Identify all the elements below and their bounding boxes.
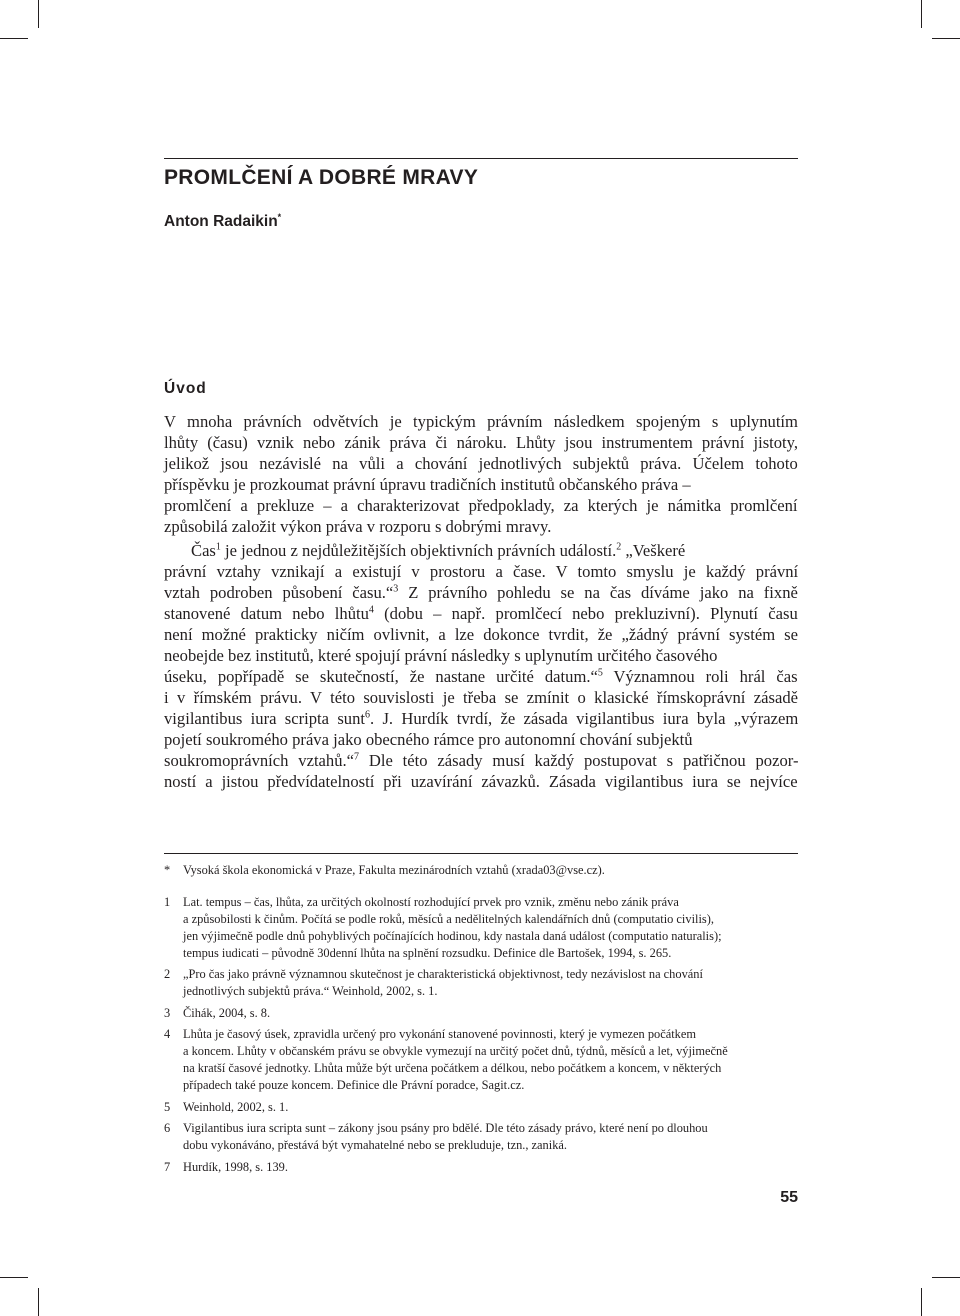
text-line: příspěvku je prozkoumat právní úpravu tradičních institutů občanského práva – bbox=[164, 475, 691, 494]
paragraph-time bbox=[164, 540, 798, 792]
author-line bbox=[164, 212, 281, 231]
footnote-ref[interactable]: 2 bbox=[616, 541, 622, 553]
footnote-ref[interactable]: 7 bbox=[354, 751, 360, 763]
paragraph-intro bbox=[164, 411, 798, 537]
crop-mark bbox=[921, 1288, 922, 1316]
text-line: vigilantibus iura scripta sunt$^6$. J. Hurdík tvrdí, že zásada vigilantibus iura byla „výrazem bbox=[164, 709, 799, 728]
article-title: PROMLČENÍ A DOBRÉ MRAVY bbox=[164, 166, 479, 189]
footnote-3 bbox=[164, 1005, 798, 1022]
footnote-line: případech také pouze koncem. Definice dle Právní poradce, Sagit.cz. bbox=[183, 1078, 525, 1092]
footnotes bbox=[164, 862, 798, 1180]
text-line: soukromoprávních vztahů.“$^7$ Dle této zásady musí každý postupovat s patřičnou pozor- bbox=[164, 751, 799, 770]
footnote-line: na kratší časové jednotky. Lhůta může být určena počátkem a délkou, nebo počátkem a koncem, v některých bbox=[183, 1061, 722, 1075]
footnote-number: 1 bbox=[164, 894, 171, 909]
footnote-line: a způsobilosti k činům. Počítá se podle roků, měsíců a nedělitelných kalendářních dnů (computatio civilis), bbox=[183, 911, 714, 926]
footnote-line: tempus iudicati – původně 30denní lhůta na splnění rozsudku. Definice dle Bartošek, 1994, s. 265. bbox=[183, 945, 672, 960]
footnote-6 bbox=[164, 1120, 798, 1154]
footnote-rule bbox=[164, 853, 798, 854]
text-line: úseku, popřípadě se skutečností, že nastane určité datum.“$^5$ Významnou roli hrál čas bbox=[164, 667, 798, 686]
footnote-line: Vigilantibus iura scripta sunt – zákony jsou psány pro bdělé. Dle této zásady právo, které není po dlouhou bbox=[183, 1121, 708, 1135]
header-rule bbox=[164, 158, 798, 159]
footnote-ref[interactable]: 3 bbox=[393, 583, 399, 595]
author-footnote-mark: * bbox=[277, 212, 282, 222]
footnote-number: 5 bbox=[164, 1099, 171, 1114]
footnote-number: 7 bbox=[164, 1159, 171, 1174]
footnote-line: Weinhold, 2002, s. 1. bbox=[183, 1099, 289, 1114]
text-line: neobejde bez institutů, které spojují právní následky s uplynutím určitého časového bbox=[164, 646, 718, 665]
footnote-author bbox=[164, 862, 798, 879]
footnote-line: Hurdík, 1998, s. 139. bbox=[183, 1159, 288, 1174]
footnote-line: dobu vykonáváno, přestává být vymahatelné nebo se prekluduje, tzn., zaniká. bbox=[183, 1138, 567, 1152]
footnote-line: Lat. tempus – čas, lhůta, za určitých okolností rozhodující prvek pro vznik, změnu nebo zánik práva bbox=[183, 894, 679, 909]
text-line: stanovené datum nebo lhůtu$^4$ (dobu – např. promlčecí nebo prekluzivní). Plynutí času bbox=[164, 604, 798, 623]
crop-mark bbox=[38, 0, 39, 28]
footnote-number: 4 bbox=[164, 1027, 171, 1041]
crop-mark bbox=[0, 38, 28, 39]
footnote-line: a koncem. Lhůty v občanském právu se obvykle vymezují na určitý počet dnů, týdnů, měsíců a let, výjimečně bbox=[183, 1044, 728, 1058]
text-line: Čas$^1$ je jednou z nejdůležitějších objektivních právních událostí.$^2$ „Veškeré bbox=[191, 541, 686, 560]
article-body bbox=[164, 411, 798, 792]
footnote-line: Vysoká škola ekonomická v Praze, Fakulta mezinárodních vztahů (xrada03@vse.cz). bbox=[183, 863, 605, 877]
footnote-1 bbox=[164, 894, 798, 962]
text-line: pojetí soukromého práva jako obecného rámce pro autonomní chování subjektů bbox=[164, 730, 693, 749]
crop-mark bbox=[932, 1277, 960, 1278]
text-line: právní vztahy vznikají a existují v prostoru a čase. V tomto smyslu je každý právní bbox=[164, 562, 799, 581]
footnote-line: jednotlivých subjektů práva.“ Weinhold, 2002, s. 1. bbox=[183, 984, 438, 998]
footnote-7 bbox=[164, 1159, 798, 1176]
footnote-line: jen výjimečně podle dnů pohyblivých počínajících hodinou, kdy nastala daná událost (computatio naturalis); bbox=[183, 928, 722, 943]
footnote-ref[interactable]: 6 bbox=[365, 709, 370, 721]
footnote-5 bbox=[164, 1099, 798, 1116]
crop-mark bbox=[932, 38, 960, 39]
text-line: lhůty (času) vznik nebo zánik práva či nároku. Lhůty jsou instrumentem právní jistoty, bbox=[164, 433, 799, 452]
text-line: vztah podroben působení času.“$^3$ Z právního pohledu se na čas díváme jako na fixně bbox=[164, 583, 798, 602]
author-name: Anton Radaikin bbox=[164, 213, 278, 231]
text-line: způsobilá založit výkon práva v rozporu s dobrými mravy. bbox=[164, 517, 552, 536]
footnote-line: Čihák, 2004, s. 8. bbox=[183, 1005, 271, 1020]
footnote-ref[interactable]: 1 bbox=[215, 541, 221, 553]
footnote-line: Lhůta je časový úsek, zpravidla určený pro vykonání stanovené povinnosti, který je vymezen počátkem bbox=[183, 1027, 697, 1041]
footnote-number: 2 bbox=[164, 967, 171, 981]
footnote-number: 3 bbox=[164, 1005, 171, 1020]
footnote-number: * bbox=[164, 863, 171, 877]
text-line: ností a jistou předvídatelností při uzavírání závazků. Zásada vigilantibus iura se nejvíce bbox=[164, 772, 798, 791]
footnote-4 bbox=[164, 1026, 798, 1094]
footnote-number: 6 bbox=[164, 1121, 171, 1135]
text-line: V mnoha právních odvětvích je typickým právním následkem spojeným s uplynutím bbox=[164, 412, 798, 431]
page-number: 55 bbox=[780, 1189, 798, 1206]
crop-mark bbox=[921, 0, 922, 28]
crop-mark bbox=[38, 1288, 39, 1316]
footnote-ref[interactable]: 5 bbox=[597, 667, 603, 679]
text-line: jelikož jsou nezávislé na vůli a chování jednotlivých subjektů práva. Účelem tohoto bbox=[164, 454, 798, 473]
section-heading: Úvod bbox=[164, 380, 207, 397]
footnote-ref[interactable]: 4 bbox=[368, 604, 374, 616]
text-line: není možné prakticky ničím ovlivnit, a lze dokonce tvrdit, že „žádný právní systém se bbox=[164, 625, 799, 644]
text-line: promlčení a prekluze – a charakterizovat předpoklady, za kterých je námitka promlčení bbox=[164, 496, 798, 515]
text-line: i v římském právu. V této souvislosti je třeba se zmínit o klasické římskoprávní zásadě bbox=[164, 688, 798, 707]
footnote-2 bbox=[164, 966, 798, 1000]
footnote-line: „Pro čas jako právně významnou skutečnost je charakteristická objektivnost, tedy nezávislost na chování bbox=[183, 967, 703, 981]
crop-mark bbox=[0, 1277, 28, 1278]
